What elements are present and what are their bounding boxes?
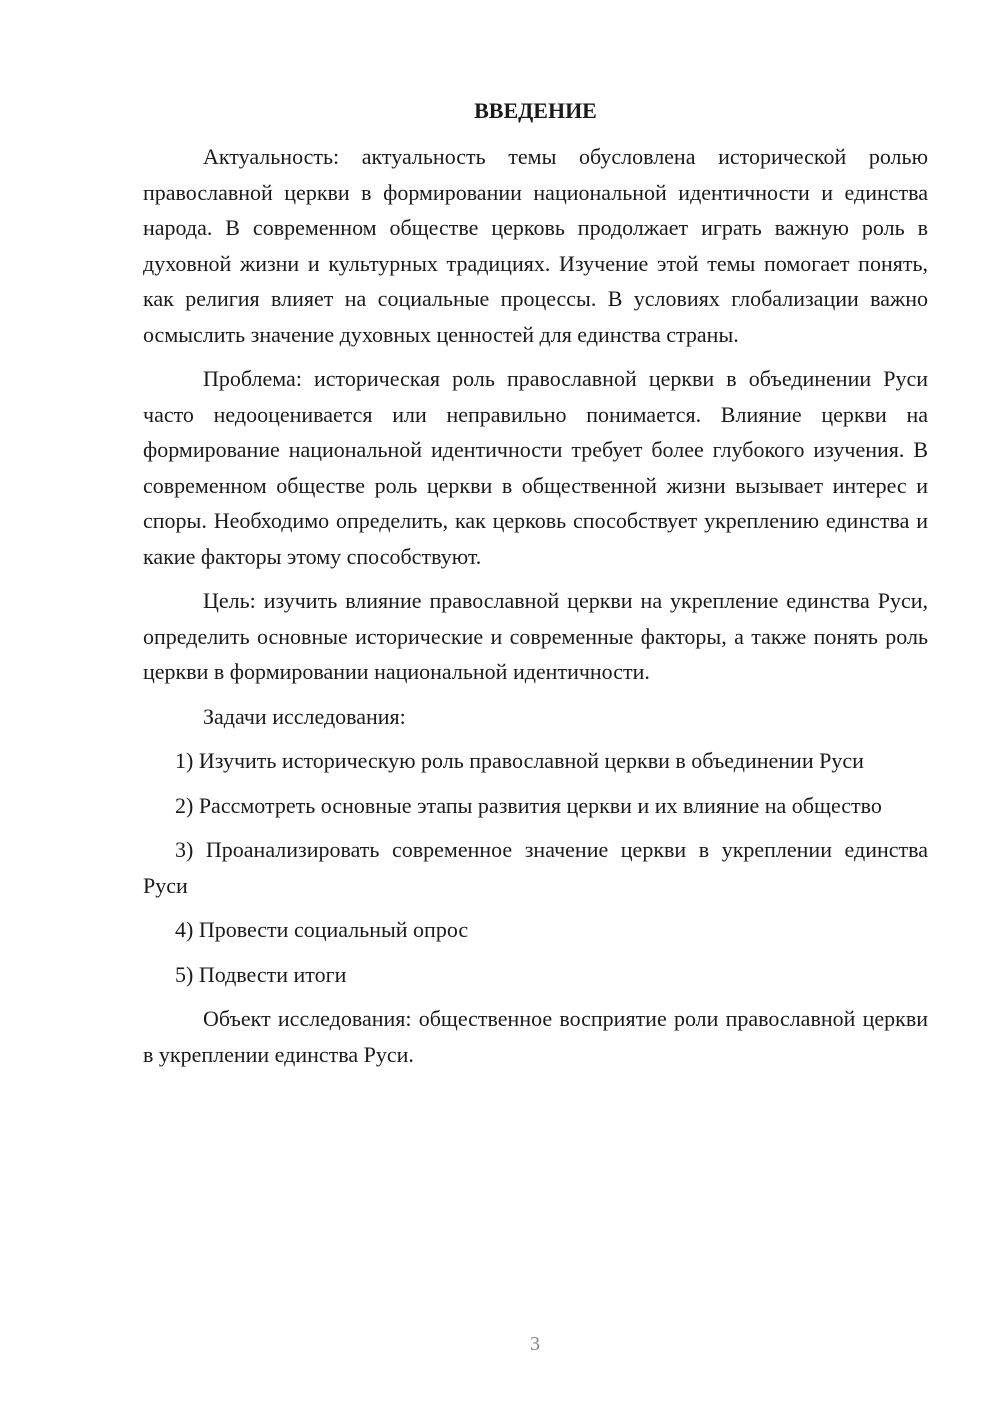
page-title: ВВЕДЕНИЕ [474,98,597,123]
list-item: 3) Проанализировать современное значение церкви в укреплении единства Руси [143,837,928,898]
tasks-heading: Задачи исследования: [203,703,406,729]
document-page [143,96,928,1081]
object-paragraph: Объект исследования: общественное восприятие роли православной церкви в укреплении единства Руси. [143,1006,928,1067]
goal-paragraph: Цель: изучить влияние православной церкви на укрепление единства Руси, определить основные исторические и современные факторы, а также понять роль церкви в формировании национальной идентичности. [143,588,928,684]
relevance-paragraph: Актуальность: актуальность темы обусловлена исторической ролью православной церкви в формировании национальной идентичности и единства народа. В современном обществе церковь продолжает играть важную роль в духовной жизни и культурных традициях. Изучение этой темы помогает понять, как религия влияет на социальные процессы. В условиях глобализации важно осмыслить значение духовных ценностей для единства страны. [143,144,928,347]
problem-paragraph: Проблема: историческая роль православной церкви в объединении Руси часто недооценивается или неправильно понимается. Влияние церкви на формирование национальной идентичности требует более глубокого изучения. В современном обществе роль церкви в общественной жизни вызывает интерес и споры. Необходимо определить, как церковь способствует укреплению единства и какие факторы этому способствуют. [143,366,928,569]
list-item: 1) Изучить историческую роль православной церкви в объединении Руси [175,748,864,773]
list-item: 2) Рассмотреть основные этапы развития церкви и их влияние на общество [175,792,882,818]
tasks-list [143,743,928,992]
page-number: 3 [530,1333,540,1355]
list-item: 4) Провести социальный опрос [175,917,469,942]
list-item: 5) Подвести итоги [175,961,347,987]
